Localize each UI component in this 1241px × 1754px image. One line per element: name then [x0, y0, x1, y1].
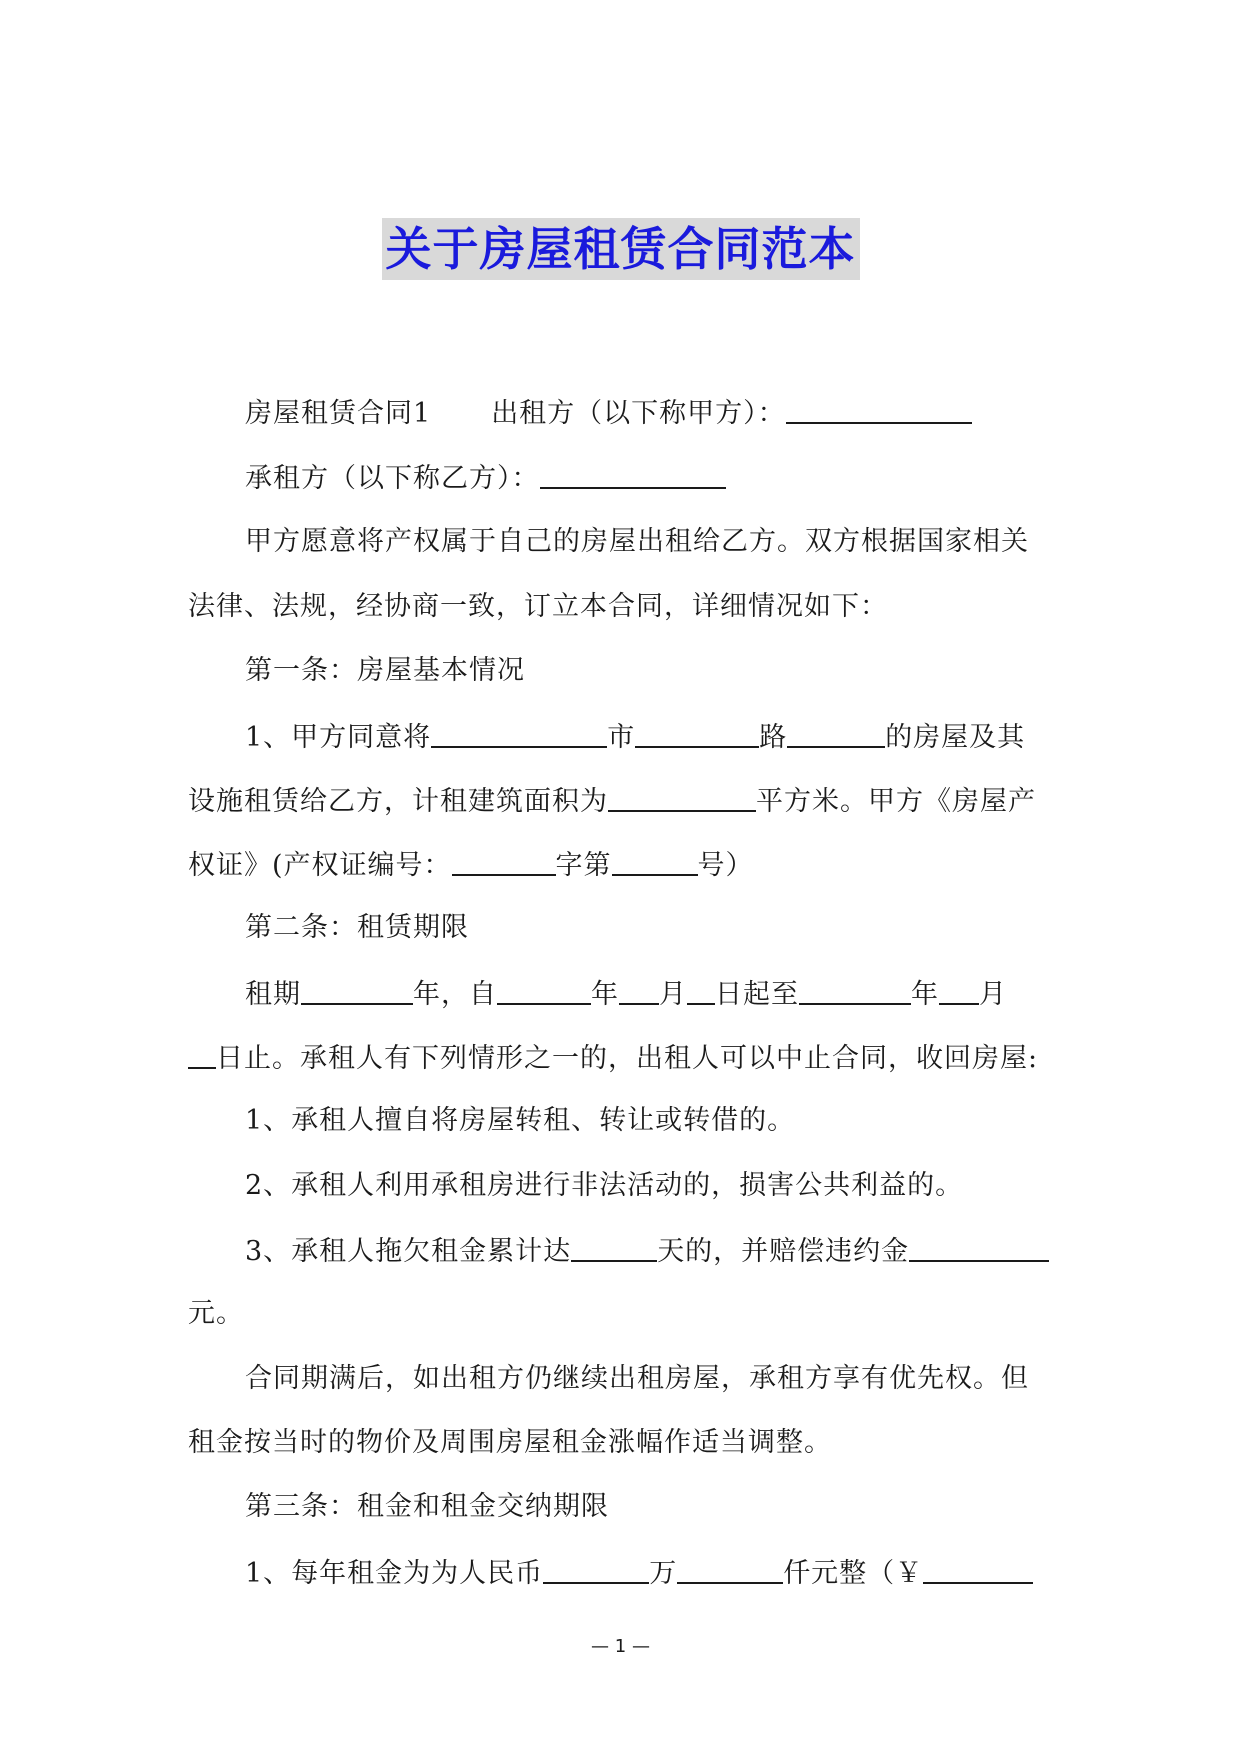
text: 1、甲方同意将 — [245, 722, 432, 753]
days-blank — [571, 1230, 657, 1262]
text: 租期 — [245, 979, 301, 1010]
text: 设施租赁给乙方，计租建筑面积为 — [188, 786, 608, 817]
text: 1、承租人擅自将房屋转租、转让或转借的。 — [245, 1105, 796, 1136]
text: 月 — [979, 979, 1007, 1010]
text: 元。 — [188, 1298, 244, 1329]
paragraph-line — [188, 1037, 1038, 1079]
page-number: — 1 — — [591, 1636, 650, 1657]
list-item — [245, 1101, 795, 1141]
text: 仟元整（￥ — [783, 1558, 924, 1589]
lessee-blank — [540, 457, 726, 489]
paragraph-line — [245, 522, 1029, 562]
text: 1、每年租金为为人民币 — [245, 1558, 544, 1589]
list-item — [245, 1166, 963, 1206]
text: 号） — [697, 850, 754, 881]
text: 法律、法规，经协商一致，订立本合同，详细情况如下： — [188, 591, 888, 622]
text: 的房屋及其 — [885, 722, 1026, 753]
lessor-label: 出租方（以下称甲方）： — [491, 398, 786, 429]
text: 天的，并赔偿违约金 — [657, 1236, 910, 1267]
text: 日止。承租人有下列情形之一的，出租人可以中止合同，收回房屋: — [216, 1043, 1039, 1074]
text: 3、承租人拖欠租金累计达 — [245, 1236, 572, 1267]
title-container — [0, 218, 1241, 280]
rent-ten-thousand-blank — [543, 1552, 649, 1584]
city-blank — [431, 716, 607, 748]
start-day-blank — [687, 973, 715, 1005]
end-month-blank — [939, 973, 979, 1005]
text: 甲方愿意将产权属于自己的房屋出租给乙方。双方根据国家相关 — [245, 526, 1029, 557]
certificate-blank — [452, 844, 556, 876]
contract-heading: 房屋租赁合同1 — [245, 398, 432, 429]
paragraph-line — [188, 1423, 832, 1463]
paragraph-line — [245, 716, 1025, 758]
section-heading — [245, 651, 525, 691]
text: 字第 — [555, 850, 612, 881]
text: 月 — [659, 979, 687, 1010]
text: 年 — [591, 979, 619, 1010]
paragraph-line — [188, 844, 754, 886]
text: 第二条：租赁期限 — [245, 912, 469, 943]
section-heading — [245, 908, 469, 948]
line-1 — [245, 392, 972, 434]
text: 市 — [607, 722, 636, 753]
term-years-blank — [301, 973, 413, 1005]
end-year-blank — [799, 973, 911, 1005]
lessee-label: 承租方（以下称乙方）： — [245, 463, 540, 494]
text: 日起至 — [715, 979, 799, 1010]
start-month-blank — [619, 973, 659, 1005]
road-blank — [635, 716, 759, 748]
paragraph-line — [245, 973, 1007, 1015]
start-year-blank — [497, 973, 591, 1005]
text: 第一条：房屋基本情况 — [245, 655, 525, 686]
text: 年，自 — [413, 979, 497, 1010]
section-heading — [245, 1487, 609, 1527]
number-blank — [787, 716, 885, 748]
paragraph-line — [245, 1552, 1033, 1594]
end-day-blank — [188, 1037, 216, 1069]
text: 平方米。甲方《房屋产 — [756, 786, 1036, 817]
lessor-blank — [786, 392, 972, 424]
text: 万 — [649, 1558, 678, 1589]
paragraph-line — [188, 780, 1036, 822]
paragraph-line — [188, 1294, 244, 1334]
paragraph-line — [188, 587, 888, 627]
document-title: 关于房屋租赁合同范本 — [382, 218, 860, 280]
text: 年 — [911, 979, 939, 1010]
paragraph-line — [245, 1359, 1029, 1399]
text: 路 — [759, 722, 788, 753]
text: 租金按当时的物价及周围房屋租金涨幅作适当调整。 — [188, 1427, 832, 1458]
certificate-number-blank — [612, 844, 698, 876]
list-item — [245, 1230, 1049, 1272]
penalty-blank — [909, 1230, 1049, 1262]
rent-thousand-blank — [677, 1552, 783, 1584]
text: 第三条：租金和租金交纳期限 — [245, 1491, 609, 1522]
text: 2、承租人利用承租房进行非法活动的，损害公共利益的。 — [245, 1170, 964, 1201]
line-2 — [245, 457, 726, 499]
area-blank — [608, 780, 756, 812]
text: 权证》(产权证编号： — [188, 850, 452, 881]
text: 合同期满后，如出租方仍继续出租房屋，承租方享有优先权。但 — [245, 1363, 1029, 1394]
rent-amount-blank — [923, 1552, 1033, 1584]
